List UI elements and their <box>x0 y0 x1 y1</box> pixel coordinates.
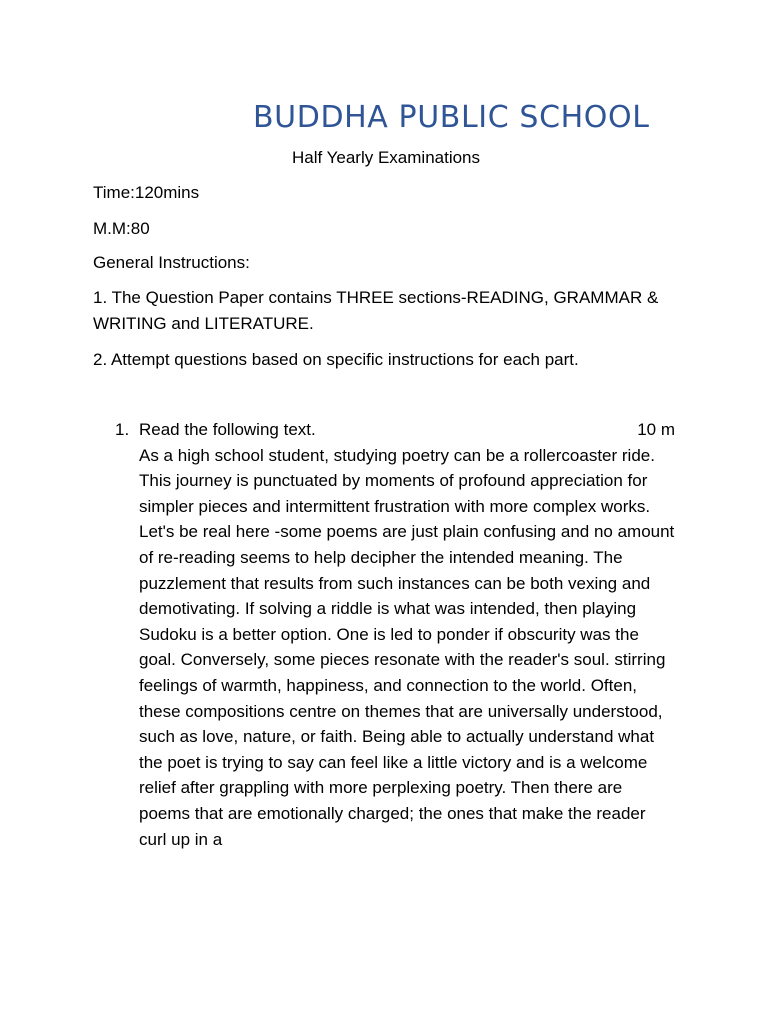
maximum-marks: M.M:80 <box>93 219 150 238</box>
question-1 <box>93 417 675 852</box>
question-prompt: Read the following text. <box>139 420 316 439</box>
question-number: 1. <box>115 420 130 439</box>
question-marks: 10 m <box>637 420 675 439</box>
exam-title: Half Yearly Examinations <box>291 148 481 167</box>
general-instructions-heading: General Instructions: <box>93 253 250 272</box>
reading-passage: As a high school student, studying poetry can be a rollercoaster ride. This journey is punctuated by moments of profound appreciation for simpler pieces and intermittent frustration with more complex works. Let's be real here -some poems are just plain confusing and no amount of re-reading seems to help decipher the intended meaning. The puzzlement that results from such instances can be both vexing and demotivating. If solving a riddle is what was intended, then playing Sudoku is a better option. One is led to ponder if obscurity was the goal. Conversely, some pieces resonate with the reader's soul. stirring feelings of warmth, happiness, and connection to the world. Often, these compositions centre on themes that are universally understood, such as love, nature, or faith. Being able to actually understand what the poet is trying to say can feel like a little victory and is a welcome relief after grappling with more perplexing poetry. Then there are poems that are emotionally charged; the ones that make the reader curl up in a <box>139 445 675 849</box>
question-header <box>139 417 675 443</box>
school-name: BUDDHA PUBLIC SCHOOL <box>253 100 650 135</box>
instruction-item: 1. The Question Paper contains THREE sections-READING, GRAMMAR & WRITING and LITERATURE. <box>93 288 659 333</box>
exam-document <box>93 98 675 852</box>
instruction-item: 2. Attempt questions based on specific instructions for each part. <box>93 350 579 369</box>
exam-time: Time:120mins <box>93 183 200 202</box>
